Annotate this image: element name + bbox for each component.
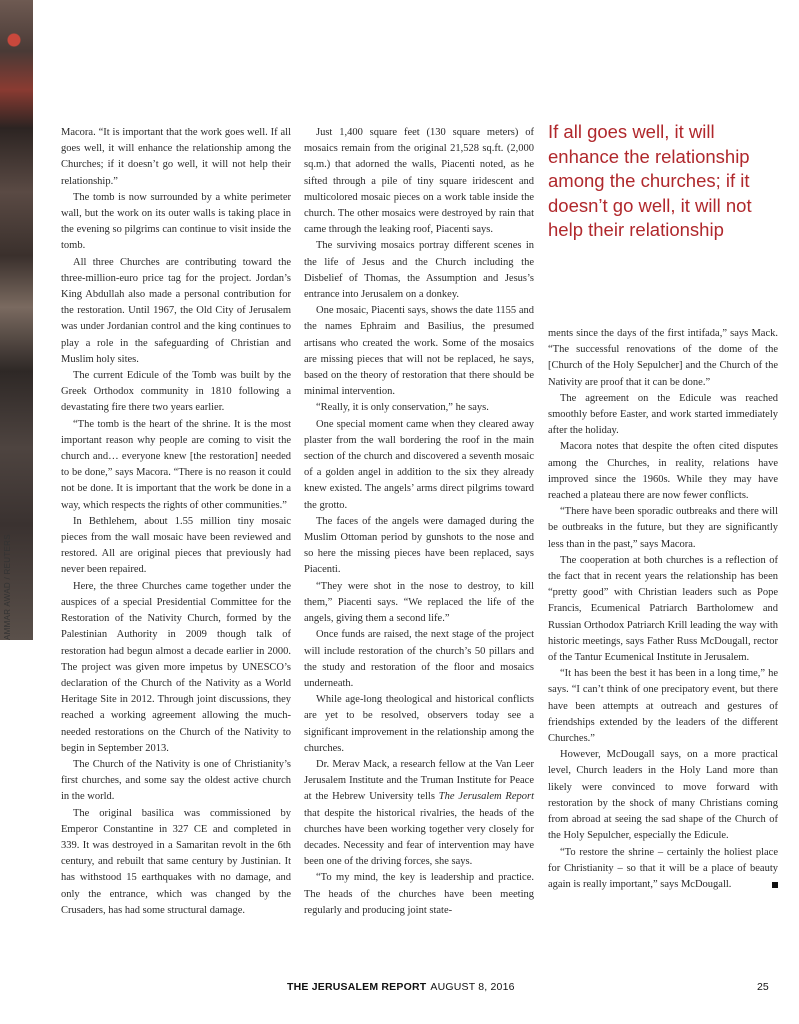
paragraph: The cooperation at both churches is a reflection of the fact that in recent years the relationship has been “pretty good” with Christian leaders such as Pope Francis, Ecumenical Patriarch Bartholomew and Russian Orthodox Patriarch Krill leading the way with historic meetings, says Father Russ McDougall, rector of the Tantur Ecumenical Institute in Jerusalem. <box>548 554 778 664</box>
pull-quote: If all goes well, it will enhance the relationship among the churches; if it doesn’t go well, it will not help their relationship <box>548 121 752 241</box>
paragraph: One mosaic, Piacenti says, shows the date 1155 and the names Ephraim and Basilius, the presumed artisans who created the work. Some of the mosaics are missing pieces that will not be replaced, he says, based on the theory of restoration that there should be minimal intervention. <box>304 305 534 398</box>
paragraph: “It has been the best it has been in a long time,” he says. “I can’t think of one precipatory event, but there have been attempts at outreach and gestures of friendships extended by the leaders of the different Churches.” <box>548 668 778 745</box>
photo-credit: AMMAR AWAD / REUTERS <box>3 534 12 640</box>
paragraph: Just 1,400 square feet (130 square meters) of mosaics remain from the original 21,528 sq.ft. (2,000 sq.m.) that adorned the walls, Piacenti noted, as he sifted through a pile of tiny square iridescent and multicolored mosaic pieces on a work table inside the church. The other mosaics were destroyed by rain that came through the leaking roof, Piacenti says. <box>304 127 534 236</box>
paragraph: One special moment came when they cleared away plaster from the wall bordering the roof in the main section of the church and discovered a seventh mosaic of a golden angel in addition to the six they already knew existed. The angels’ arms direct pilgrims toward the grotto. <box>304 418 534 511</box>
paragraph <box>548 845 778 894</box>
paragraph: All three Churches are contributing toward the three-million-euro price tag for the project. Jordan’s King Abdullah also made a personal contribution for the restoration. Until 1967, the Old City of Jerusalem was under Jordanian control and the king continues to play a role in the safeguarding of Christian and Muslim holy sites. <box>61 256 291 365</box>
page-footer <box>0 981 799 997</box>
paragraph: Macora. “It is important that the work goes well. If all goes well, it will enhance the relationship among the Churches; if it doesn’t go well, it will not help their relationship.” <box>61 127 291 187</box>
paragraph: Here, the three Churches came together under the auspices of a special Presidential Committee for the Restoration of the Nativity Church, formed by the Palestinian Authority in 2009 though talk of restoration had begun almost a decade earlier in 2000. The project was given more impetus by UNESCO’s declaration of the Church of the Nativity as a World Heritage Site in 2012. Through joint discussions, they reached a working agreement allowing the much-needed restorations on the Church of the Nativity to begin in September 2013. <box>61 580 291 754</box>
paragraph-start: Dr. Merav Mack, a research fellow at the Van Leer Jerusalem Institute and the Truman Institute for Peace at the Hebrew University tells <box>304 758 534 803</box>
article-column-2 <box>304 125 534 919</box>
paragraph: Macora notes that despite the often cited disputes among the Churches, in reality, relations have improved since the 1960s. While they may have reached a plateau there are now fewer conflicts. <box>548 441 778 502</box>
paragraph: Once funds are raised, the next stage of the project will include restoration of the church’s 50 pillars and the study and restoration of the floor and mosaics underneath. <box>304 629 534 689</box>
paragraph: The tomb is now surrounded by a white perimeter wall, but the work on its outer walls is taking place in the evening so pilgrims can continue to visit inside the tomb. <box>61 191 291 252</box>
paragraph: However, McDougall says, on a more practical level, Church leaders in the Holy Land more than likely were convinced to move forward with restoration by the shock of many Christians coming from abroad at seeing the sad shape of the Church of the Holy Sepulcher, especially the Edicule. <box>548 749 778 842</box>
paragraph: The agreement on the Edicule was reached smoothly before Easter, and work started immediately after the holiday. <box>548 392 778 437</box>
publication-title: THE JERUSALEM REPORT <box>287 981 427 993</box>
paragraph: The surviving mosaics portray different scenes in the life of Jesus and the Church including the Disbelief of Thomas, the Assumption and Jesus’s entrance into Jerusalem on a donkey. <box>304 240 534 301</box>
page-number: 25 <box>757 981 769 993</box>
paragraph: ments since the days of the first intifada,” says Mack. “The successful renovations of the dome of the [Church of the Holy Sepulcher] and the Church of the Nativity are proof that it can be done.” <box>548 328 778 388</box>
paragraph: In Bethlehem, about 1.55 million tiny mosaic pieces from the wall mosaic have been reviewed and restored. All are original pieces that previously had never been repaired. <box>61 515 291 576</box>
paragraph <box>304 757 534 870</box>
paragraph: The Church of the Nativity is one of Christianity’s first churches, and some say the oldest active church in the world. <box>61 758 291 803</box>
paragraph: “They were shot in the nose to destroy, to kill them,” Piacenti says. “We replaced the life of the angels, giving them a second life.” <box>304 580 534 625</box>
article-column-1 <box>61 125 291 919</box>
article-column-3 <box>548 326 778 893</box>
end-of-article-icon <box>772 882 778 888</box>
paragraph: The faces of the angels were damaged during the Muslim Ottoman period by gunshots to the nose and so here the missing pieces have been replaced, says Piacenti. <box>304 515 534 576</box>
paragraph: “Really, it is only conservation,” he says. <box>316 402 489 414</box>
issue-date: AUGUST 8, 2016 <box>430 981 515 993</box>
publication-name <box>287 981 515 993</box>
paragraph: “There have been sporadic outbreaks and there will be outbreaks in the future, but they are significantly less than in the past,” says Macora. <box>548 506 778 550</box>
paragraph-text: “To restore the shrine – certainly the holiest place for Christianity – so that it will be a place of beauty again is really important,” says McDougall. <box>548 846 778 890</box>
paragraph: The current Edicule of the Tomb was built by the Greek Orthodox community in 1810 following a devastating fire there two years earlier. <box>61 370 291 414</box>
paragraph: “The tomb is the heart of the shrine. It is the most important reason why people are coming to visit the church and… everyone knew [the restoration] needed to be done,” says Macora. “There is no reason it could not be done. It is important that the work be done in a way, which respects the rights of other communities.” <box>61 418 291 511</box>
paragraph-end: that despite the historical rivalries, the heads of the churches have been working together very closely for decades. Necessity and fear of intervention may have been one of the driving forces, she says. <box>304 807 534 868</box>
paragraph: “To my mind, the key is leadership and practice. The heads of the churches have been meeting regularly and producing joint state- <box>304 872 534 916</box>
paragraph: While age-long theological and historical conflicts are yet to be resolved, observers today see a significant improvement in the relationship among the churches. <box>304 694 534 754</box>
paragraph: The original basilica was commissioned by Emperor Constantine in 327 CE and completed in 339. It was destroyed in a Samaritan revolt in the 6th century, and rebuilt that same century by Justinian. It has withstood 15 earthquakes with no damage, and only the entrance, which was changed by the Crusaders, has had some structural damage. <box>61 807 291 916</box>
publication-reference: The Jerusalem Report <box>438 791 535 803</box>
